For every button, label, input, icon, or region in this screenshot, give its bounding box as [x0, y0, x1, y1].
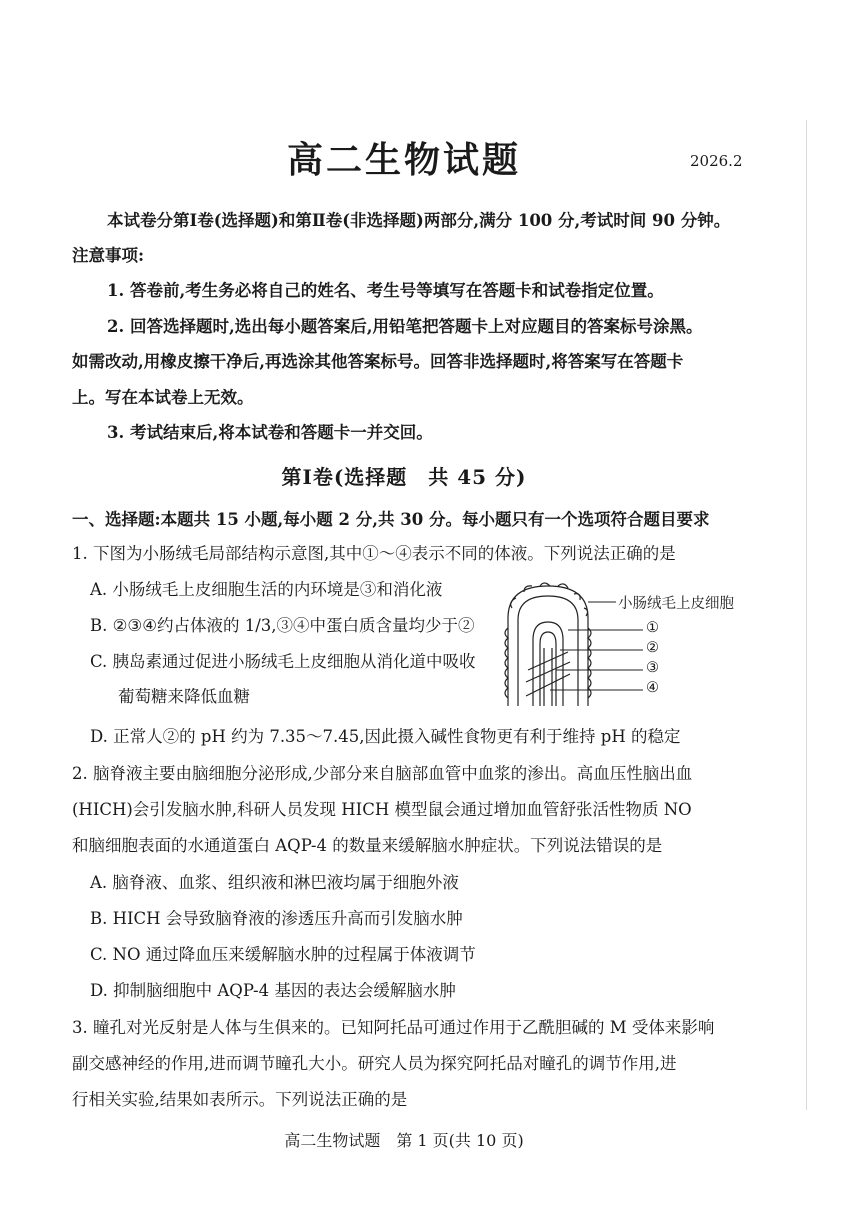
- question-1-option-c-line-2: 葡萄糖来降低血糖: [118, 687, 250, 706]
- question-1-stem: 1. 下图为小肠绒毛局部结构示意图,其中①～④表示不同的体液。下列说法正确的是: [72, 544, 676, 563]
- label-fluid-2: ②: [646, 640, 659, 656]
- section-title: 第Ⅰ卷(选择题 共 45 分): [281, 465, 527, 489]
- note-item-2-line-3: 上。写在本试卷上无效。: [72, 388, 254, 407]
- villus-diagram: [488, 578, 748, 708]
- question-2-option-c: C. NO 通过降血压来缓解脑水肿的过程属于体液调节: [90, 945, 476, 964]
- question-1-option-a: A. 小肠绒毛上皮细胞生活的内环境是③和消化液: [90, 580, 443, 599]
- label-fluid-4: ④: [646, 680, 659, 696]
- note-item-1: 1. 答卷前,考生务必将自己的姓名、考生号等填写在答题卡和试卷指定位置。: [107, 281, 664, 300]
- question-2-stem-line-1: 2. 脑脊液主要由脑细胞分泌形成,少部分来自脑部血管中血浆的渗出。高血压性脑出血: [72, 764, 693, 783]
- page-edge-line: [806, 120, 807, 1110]
- notes-heading: 注意事项:: [72, 246, 145, 265]
- label-epithelial-cells: 小肠绒毛上皮细胞: [618, 596, 734, 612]
- question-3-stem-line-1: 3. 瞳孔对光反射是人体与生俱来的。已知阿托品可通过作用于乙酰胆碱的 M 受体来影响: [72, 1018, 715, 1037]
- part-heading: 一、选择题:本题共 15 小题,每小题 2 分,共 30 分。每小题只有一个选项符合题目要求: [72, 510, 710, 529]
- label-fluid-3: ③: [646, 660, 659, 676]
- question-1-option-d: D. 正常人②的 pH 约为 7.35～7.45,因此摄入碱性食物更有利于维持 pH 的稳定: [90, 727, 681, 746]
- note-item-2-line-2: 如需改动,用橡皮擦干净后,再选涂其他答案标号。回答非选择题时,将答案写在答题卡: [72, 352, 684, 371]
- question-1-option-c-line-1: C. 胰岛素通过促进小肠绒毛上皮细胞从消化道中吸收: [90, 652, 476, 671]
- question-2-stem-line-3: 和脑细胞表面的水通道蛋白 AQP-4 的数量来缓解脑水肿症状。下列说法错误的是: [72, 836, 663, 855]
- page-footer: 高二生物试题 第 1 页(共 10 页): [284, 1131, 524, 1150]
- note-item-2-line-1: 2. 回答选择题时,选出每小题答案后,用铅笔把答题卡上对应题目的答案标号涂黑。: [107, 317, 703, 336]
- page-title: 高二生物试题: [286, 139, 521, 181]
- exam-date: 2026.2: [690, 152, 743, 170]
- question-2-stem-line-2: (HICH)会引发脑水肿,科研人员发现 HICH 模型鼠会通过增加血管舒张活性物质 NO: [72, 800, 692, 819]
- question-3-stem-line-2: 副交感神经的作用,进而调节瞳孔大小。研究人员为探究阿托品对瞳孔的调节作用,进: [72, 1054, 677, 1073]
- question-2-option-d: D. 抑制脑细胞中 AQP-4 基因的表达会缓解脑水肿: [90, 981, 456, 1000]
- question-1-option-b: B. ②③④约占体液的 1/3,③④中蛋白质含量均少于②: [90, 616, 475, 635]
- note-item-3: 3. 考试结束后,将本试卷和答题卡一并交回。: [107, 423, 433, 442]
- question-2-option-a: A. 脑脊液、血浆、组织液和淋巴液均属于细胞外液: [90, 873, 459, 892]
- question-2-option-b: B. HICH 会导致脑脊液的渗透压升高而引发脑水肿: [90, 909, 463, 928]
- label-fluid-1: ①: [646, 620, 659, 636]
- question-3-stem-line-3: 行相关实验,结果如表所示。下列说法正确的是: [72, 1090, 408, 1109]
- intro-text: 本试卷分第Ⅰ卷(选择题)和第Ⅱ卷(非选择题)两部分,满分 100 分,考试时间 90 分钟。: [107, 211, 731, 230]
